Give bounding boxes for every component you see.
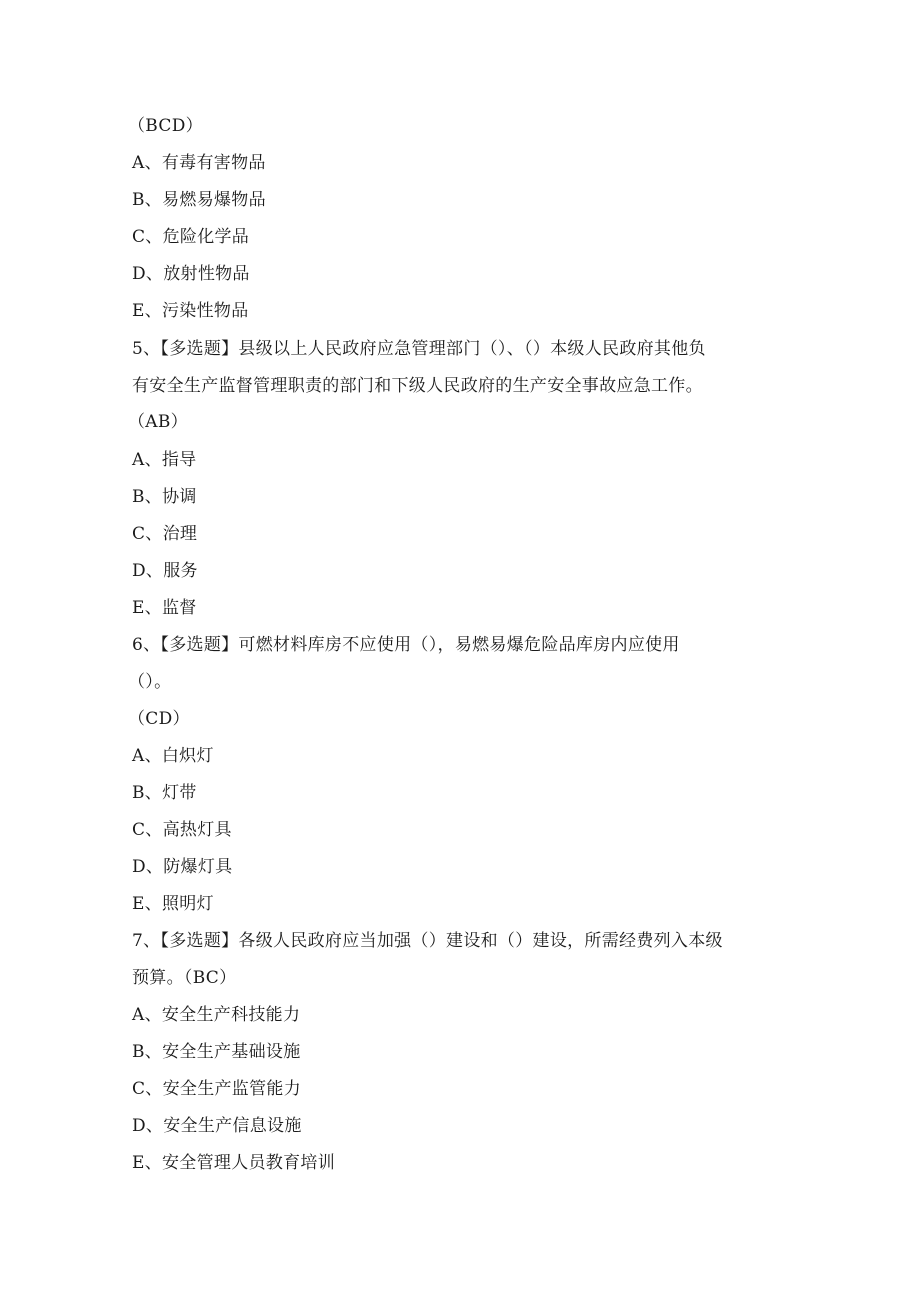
q6-option-a: A、白炽灯 — [132, 746, 214, 766]
q4-answer: （BCD） — [128, 116, 203, 136]
q7-option-d: D、安全生产信息设施 — [132, 1116, 302, 1136]
q4-option-e: E、污染性物品 — [132, 301, 249, 321]
q4-option-c: C、危险化学品 — [132, 227, 250, 247]
q5-question-line1: 5、【多选题】县级以上人民政府应急管理部门（）、（）本级人民政府其他负 — [132, 339, 706, 359]
q4-option-a: A、有毒有害物品 — [132, 153, 266, 173]
q6-option-c: C、高热灯具 — [132, 820, 232, 840]
q6-option-d: D、防爆灯具 — [132, 857, 233, 877]
q7-option-e: E、安全管理人员教育培训 — [132, 1153, 336, 1173]
q5-answer: （AB） — [128, 412, 188, 432]
q5-option-d: D、服务 — [132, 561, 198, 581]
q7-question-line2: 预算。（BC） — [132, 968, 237, 988]
q5-question-line2: 有安全生产监督管理职责的部门和下级人民政府的生产安全事故应急工作。 — [132, 376, 703, 396]
q6-question-line1: 6、【多选题】可燃材料库房不应使用（），易燃易爆危险品库房内应使用 — [132, 635, 680, 655]
q5-option-e: E、监督 — [132, 598, 197, 618]
q7-question-line1: 7、【多选题】各级人民政府应当加强（）建设和（）建设，所需经费列入本级 — [132, 931, 723, 951]
q5-option-c: C、治理 — [132, 524, 198, 544]
q5-option-a: A、指导 — [132, 450, 197, 470]
q7-option-a: A、安全生产科技能力 — [132, 1005, 301, 1025]
q7-option-b: B、安全生产基础设施 — [132, 1042, 301, 1062]
q6-option-e: E、照明灯 — [132, 894, 214, 914]
q6-answer: （CD） — [128, 709, 190, 729]
q7-option-c: C、安全生产监管能力 — [132, 1079, 302, 1099]
q5-option-b: B、协调 — [132, 487, 197, 507]
q6-option-b: B、灯带 — [132, 783, 197, 803]
q6-question-line2: （）。 — [128, 672, 172, 692]
q4-option-b: B、易燃易爆物品 — [132, 190, 266, 210]
q4-option-d: D、放射性物品 — [132, 264, 250, 284]
